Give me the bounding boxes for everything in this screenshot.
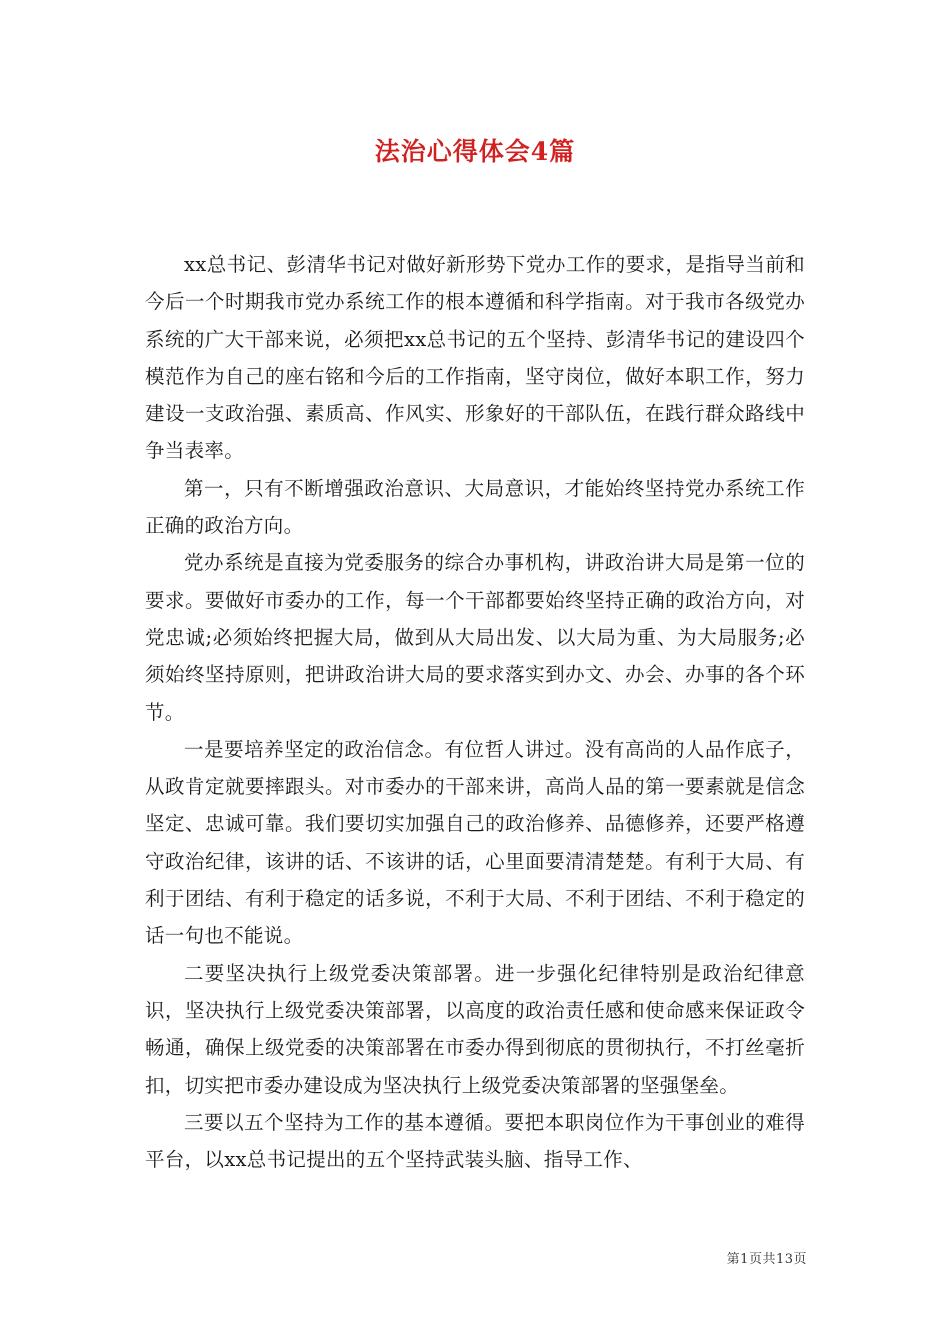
paragraph: 三要以五个坚持为工作的基本遵循。要把本职岗位作为干事创业的难得平台，以xx总书记提出的五个坚持武装头脑、指导工作、 xyxy=(145,1110,805,1172)
paragraph: 一是要培养坚定的政治信念。有位哲人讲过。没有高尚的人品作底子，从政肯定就要摔跟头。对市委办的干部来讲，高尚人品的第一要素就是信念坚定、忠诚可靠。我们要切实加强自己的政治修养、品德修养，还要严格遵守政治纪律，该讲的话、不该讲的话，心里面要清清楚楚。有利于大局、有利于团结、有利于稳定的话多说，不利于大局、不利于团结、不利于稳定的话一句也不能说。 xyxy=(145,737,805,948)
paragraph: 二要坚决执行上级党委决策部署。进一步强化纪律特别是政治纪律意识，坚决执行上级党委决策部署，以高度的政治责任感和使命感来保证政令畅通，确保上级党委的决策部署在市委办得到彻底的贯彻执行，不打丝毫折扣，切实把市委办建设成为坚决执行上级党委决策部署的坚强堡垒。 xyxy=(145,961,805,1097)
document-title: 法治心得体会4篇 xyxy=(374,137,576,166)
paragraph: xx总书记、彭清华书记对做好新形势下党办工作的要求，是指导当前和今后一个时期我市党办系统工作的根本遵循和科学指南。对于我市各级党办系统的广大干部来说，必须把xx总书记的五个坚持、彭清华书记的建设四个模范作为自己的座右铭和今后的工作指南，坚守岗位，做好本职工作，努力建设一支政治强、素质高、作风实、形象好的干部队伍，在践行群众路线中争当表率。 xyxy=(145,253,805,463)
page-number: 第1页共13页 xyxy=(726,1252,807,1267)
document-body xyxy=(145,246,805,1178)
paragraph: 党办系统是直接为党委服务的综合办事机构，讲政治讲大局是第一位的要求。要做好市委办的工作，每一个干部都要始终坚持正确的政治方向，对党忠诚;必须始终把握大局，做到从大局出发、以大局为重、为大局服务;必须始终坚持原则，把讲政治讲大局的要求落实到办文、办会、办事的各个环节。 xyxy=(145,551,805,724)
paragraph: 第一，只有不断增强政治意识、大局意识，才能始终坚持党办系统工作正确的政治方向。 xyxy=(145,476,805,538)
